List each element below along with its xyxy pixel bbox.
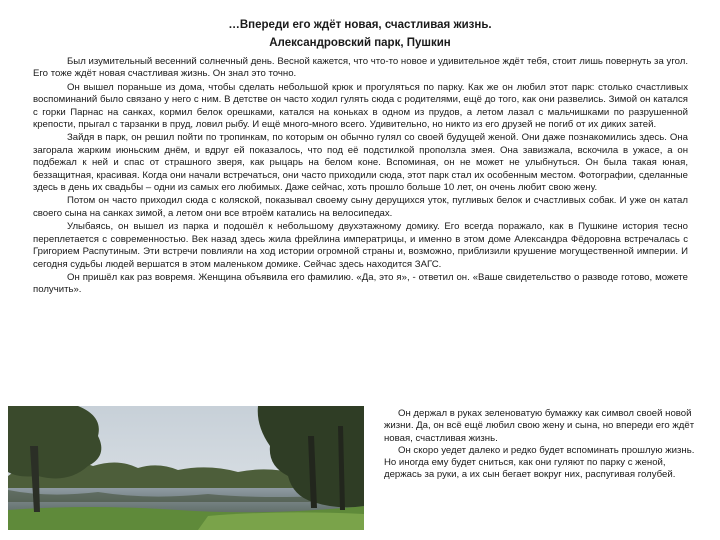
title-line-1: …Впереди его ждёт новая, счастливая жизнь. [228, 19, 492, 31]
paragraph: Потом он часто приходил сюда с коляской, показывал своему сыну дерущихся уток, пугливых белок и счастливых собак. И уже он катал своего сына на санках зимой, а летом они все втроём катались на велосипедах. [33, 195, 688, 219]
paragraph: Он вышел пораньше из дома, чтобы сделать небольшой крюк и прогуляться по парку. Как же он любил этот парк: столько счастливых воспоминаний было связано у него с ним. В детстве он часто ходил гулять сюда с родителями, ещё до того, как они развелись. Зимой он катался с горки Парнас на санках, кормил белок орешками, катался на коньках в одном из прудов, а летом лазал с мальчишками по разрушенной крепости, прыгал с тарзанки в пруд, ловил рыбу. И ещё много-много всего. Удивительно, но никто из его друзей не погиб от их диких затей. [33, 81, 688, 131]
page-title [0, 16, 720, 52]
side-paragraph: Он скоро уедет далеко и редко будет вспоминать прошлую жизнь. Но иногда ему будет сниться, как они гуляют по парку с женой, держась за руки, а их сын бегает вокруг них, распугивая голубей. [384, 444, 695, 481]
paragraph: Был изумительный весенний солнечный день. Весной кажется, что что-то новое и удивительное ждёт тебя, стоит лишь повернуть за угол. Его тоже ждёт новая счастливая жизнь. Он знал это точно. [33, 56, 688, 80]
title-line-2: Александровский парк, Пушкин [269, 37, 451, 49]
paragraph: Зайдя в парк, он решил пойти по тропинкам, по которым он обычно гулял со своей будущей женой. Они даже познакомились здесь. Она загорала жарким июньским днём, и вдруг ей показалось, что под её подстилкой проползла змея. Она завизжала, вскочила в ужасе, а он подбежал к ней и спас от страшного зверя, как рыцарь на белом коне. Вспоминая, он не может не улыбнуться. Он была такая юная, беззащитная, красивая. Когда они начали встречаться, они часто приходили сюда, этот парк стал их особенным местом. Фотографии, сделанные здесь в день их свадьбы – одни из самых его любимых. Даже сейчас, хоть прошло больше 10 лет, он очень любит свою жену. [33, 132, 688, 194]
park-pond-photo [8, 406, 364, 530]
side-text [384, 408, 704, 482]
paragraph: Он пришёл как раз вовремя. Женщина объявила его фамилию. «Да, это я», - ответил он. «Ваше свидетельство о разводе готово, можете получить». [33, 271, 688, 296]
grass-light [198, 512, 364, 530]
story-text [33, 56, 688, 298]
paragraph: Улыбаясь, он вышел из парка и подошёл к небольшому двухэтажному домику. Его всегда поражало, как в Пушкине история тесно переплетается с современностью. Век назад здесь жила фрейлина императрицы, и именно в этом доме Александра Фёдоровна встречалась с Григорием Распутиным. Эти встречи повлияли на ход истории огромной страны и, возможно, приблизили крушение могущественной империи. И сегодня судьбы людей вершатся в этом маленьком домике. Сейчас здесь находится ЗАГС. [33, 221, 688, 270]
side-paragraph: Он держал в руках зеленоватую бумажку как символ своей новой жизни. Да, он всё ещё любил свою жену и сына, но впереди его ждёт новая, счастливая жизнь. [384, 408, 695, 444]
